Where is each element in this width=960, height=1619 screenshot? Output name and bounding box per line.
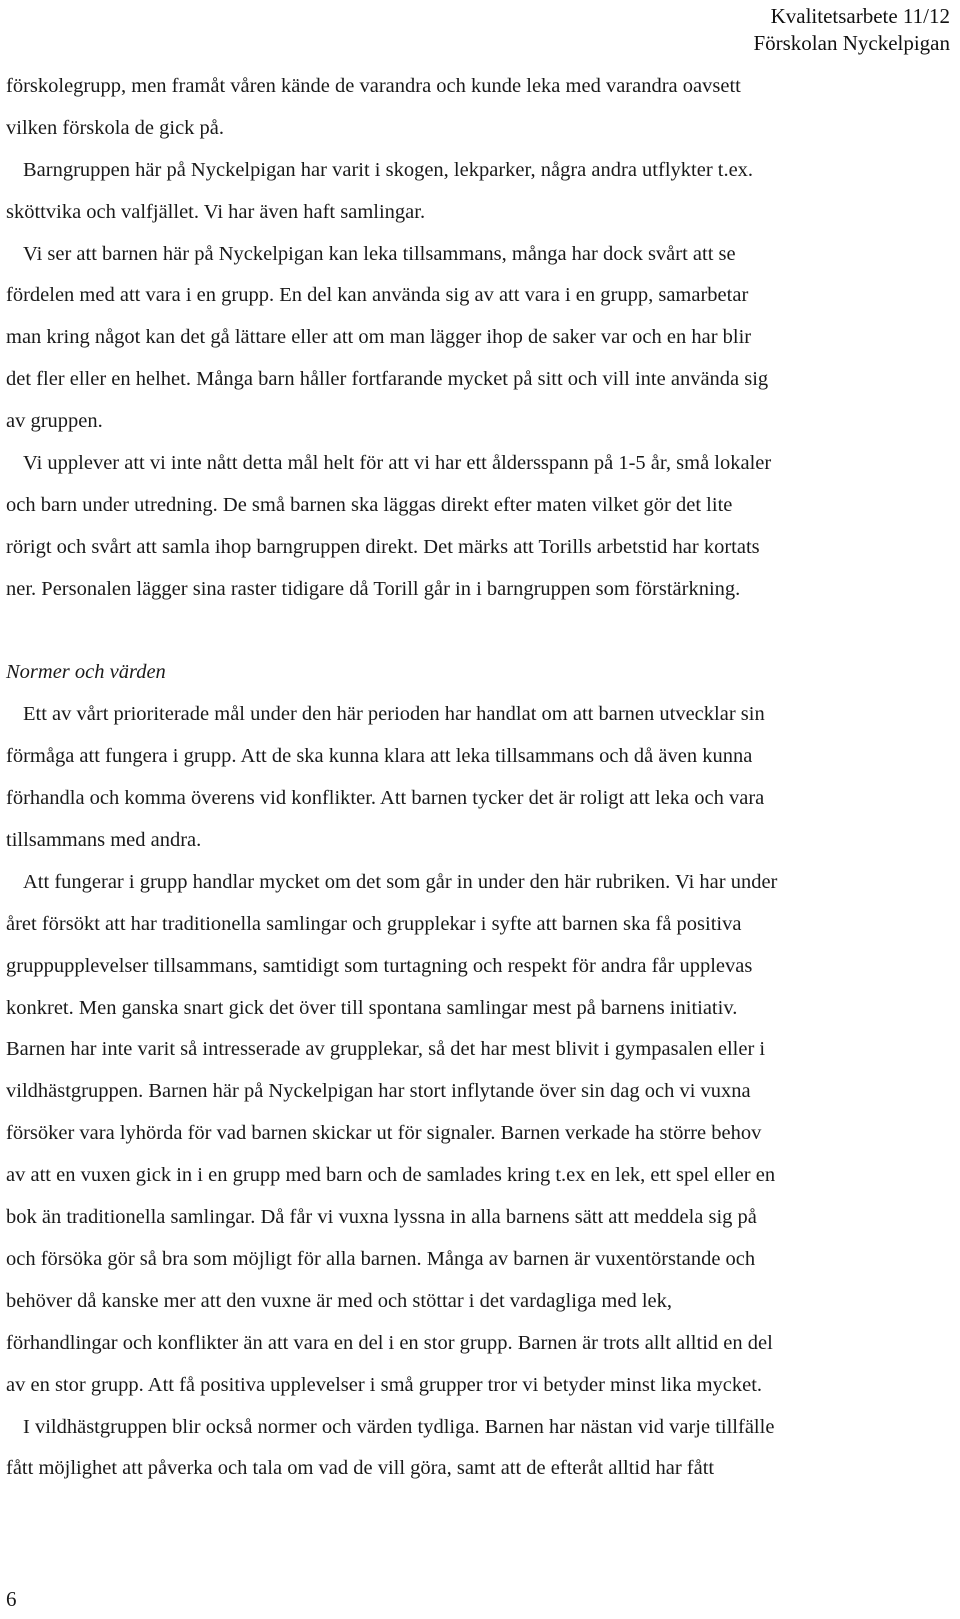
- body-line: Vi upplever att vi inte nått detta mål helt för att vi har ett åldersspann på 1-5 år, små lokaler: [23, 452, 772, 475]
- body-line: förhandlingar och konflikter än att vara en del i en stor grupp. Barnen är trots allt alltid en del: [6, 1331, 773, 1354]
- body-line: behöver då kanske mer att den vuxne är med och stöttar i det vardagliga med lek,: [6, 1289, 673, 1312]
- body-line: förskolegrupp, men framåt våren kände de varandra och kunde leka med varandra oavsett: [6, 75, 741, 97]
- body-line: försöker vara lyhörda för vad barnen skickar ut för signaler. Barnen verkade ha större behov: [6, 1122, 762, 1145]
- body-line: det fler eller en helhet. Många barn håller fortfarande mycket på sitt och vill inte använda sig: [6, 368, 769, 391]
- body-line: Barngruppen här på Nyckelpigan har varit i skogen, lekparker, några andra utflykter t.ex.: [23, 158, 754, 181]
- body-line: förmåga att fungera i grupp. Att de ska kunna klara att leka tillsammans och då även kunna: [6, 745, 753, 768]
- body-line: fördelen med att vara i en grupp. En del kan använda sig av att vara i en grupp, samarbetar: [6, 284, 749, 307]
- body-line: bok än traditionella samlingar. Då får vi vuxna lyssna in alla barnens sätt att meddela sig på: [6, 1206, 757, 1229]
- paragraph-spacer: [6, 611, 941, 653]
- body-line: av gruppen.: [6, 410, 103, 433]
- body-line: förhandla och komma överens vid konflikter. Att barnen tycker det är roligt att leka och vara: [6, 787, 765, 810]
- body-line: Ett av vårt prioriterade mål under den här perioden har handlat om att barnen utvecklar sin: [23, 703, 765, 726]
- body-line: och barn under utredning. De små barnen ska läggas direkt efter maten vilket gör det lite: [6, 493, 733, 516]
- section-heading: Normer och värden: [6, 661, 166, 684]
- header-title: Kvalitetsarbete 11/12: [770, 4, 950, 28]
- header-school-name: Förskolan Nyckelpigan: [753, 31, 950, 55]
- body-line: sköttvika och valfjället. Vi har även haft samlingar.: [6, 200, 426, 223]
- page-header: [753, 3, 950, 57]
- body-line: av en stor grupp. Att få positiva upplevelser i små grupper tror vi betyder minst lika mycket.: [6, 1373, 763, 1396]
- body-line: året försökt att har traditionella samlingar och grupplekar i syfte att barnen ska få positiva: [6, 912, 742, 935]
- body-line: vildhästgruppen. Barnen här på Nyckelpigan har stort inflytande över sin dag och vi vuxna: [6, 1080, 751, 1103]
- body-line: av att en vuxen gick in i en grupp med barn och de samlades kring t.ex en lek, ett spel eller en: [6, 1164, 776, 1187]
- body-line: Att fungerar i grupp handlar mycket om det som går in under den här rubriken. Vi har under: [23, 870, 778, 893]
- body-line: Vi ser att barnen här på Nyckelpigan kan leka tillsammans, många har dock svårt att se: [23, 242, 736, 265]
- body-line: I vildhästgruppen blir också normer och värden tydliga. Barnen har nästan vid varje tillfälle: [23, 1415, 775, 1438]
- body-line: man kring något kan det gå lättare eller att om man lägger ihop de saker var och en har blir: [6, 326, 752, 349]
- body-line: tillsammans med andra.: [6, 829, 202, 852]
- body-line: och försöka gör så bra som möjligt för alla barnen. Många av barnen är vuxentörstande och: [6, 1247, 756, 1270]
- body-line: Barnen har inte varit så intresserade av grupplekar, så det har mest blivit i gympasalen eller i: [6, 1038, 766, 1061]
- body-line: rörigt och svårt att samla ihop barngruppen direkt. Det märks att Torills arbetstid har kortats: [6, 535, 760, 558]
- body-line: gruppupplevelser tillsammans, samtidigt som turtagning och respekt för andra får upplevas: [6, 954, 753, 977]
- body-line: konkret. Men ganska snart gick det över till spontana samlingar mest på barnens initiativ.: [6, 996, 738, 1019]
- body-line: fått möjlighet att påverka och tala om vad de vill göra, samt att de efteråt alltid har fått: [6, 1457, 715, 1480]
- body-line: ner. Personalen lägger sina raster tidigare då Torill går in i barngruppen som förstärkning.: [6, 577, 741, 600]
- document-body: [6, 66, 941, 1490]
- body-line: vilken förskola de gick på.: [6, 116, 225, 139]
- page-number: 6: [6, 1587, 17, 1611]
